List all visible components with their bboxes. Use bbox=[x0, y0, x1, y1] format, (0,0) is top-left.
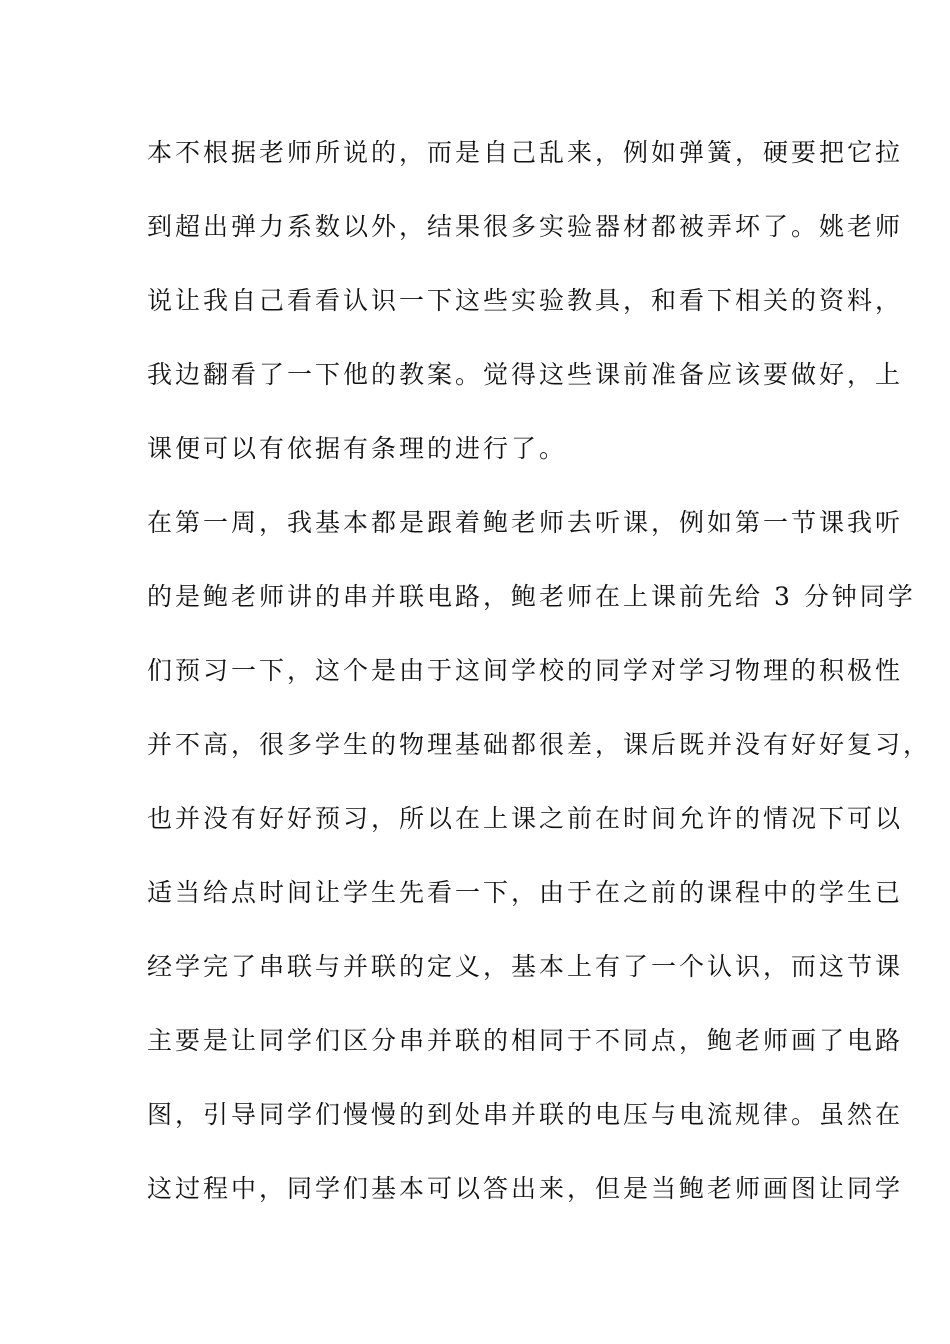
text-line: 本不根据老师所说的，而是自己乱来，例如弹簧，硬要把它拉 bbox=[147, 138, 904, 167]
text-line: 图，引导同学们慢慢的到处串并联的电压与电流规律。虽然在 bbox=[147, 1100, 904, 1129]
text-line: 也并没有好好预习，所以在上课之前在时间允许的情况下可以 bbox=[147, 804, 904, 833]
text-line: 主要是让同学们区分串并联的相同于不同点，鲍老师画了电路 bbox=[147, 1026, 904, 1055]
text-line: 在第一周，我基本都是跟着鲍老师去听课，例如第一节课我听 bbox=[147, 508, 904, 537]
text-line: 经学完了串联与并联的定义，基本上有了一个认识，而这节课 bbox=[147, 952, 904, 981]
text-line: 说让我自己看看认识一下这些实验教具，和看下相关的资料， bbox=[147, 286, 904, 315]
text-line: 这过程中，同学们基本可以答出来，但是当鲍老师画图让同学 bbox=[147, 1174, 904, 1203]
text-line: 课便可以有依据有条理的进行了。 bbox=[147, 434, 568, 463]
text-line: 我边翻看了一下他的教案。觉得这些课前准备应该要做好，上 bbox=[147, 360, 904, 389]
text-line: 到超出弹力系数以外，结果很多实验器材都被弄坏了。姚老师 bbox=[147, 212, 904, 241]
text-line: 并不高，很多学生的物理基础都很差，课后既并没有好好复习， bbox=[147, 730, 932, 759]
text-line: 们预习一下，这个是由于这间学校的同学对学习物理的积极性 bbox=[147, 656, 904, 685]
text-line: 适当给点时间让学生先看一下，由于在之前的课程中的学生已 bbox=[147, 878, 904, 907]
text-line: 的是鲍老师讲的串并联电路，鲍老师在上课前先给 3 分钟同学 bbox=[147, 582, 916, 611]
